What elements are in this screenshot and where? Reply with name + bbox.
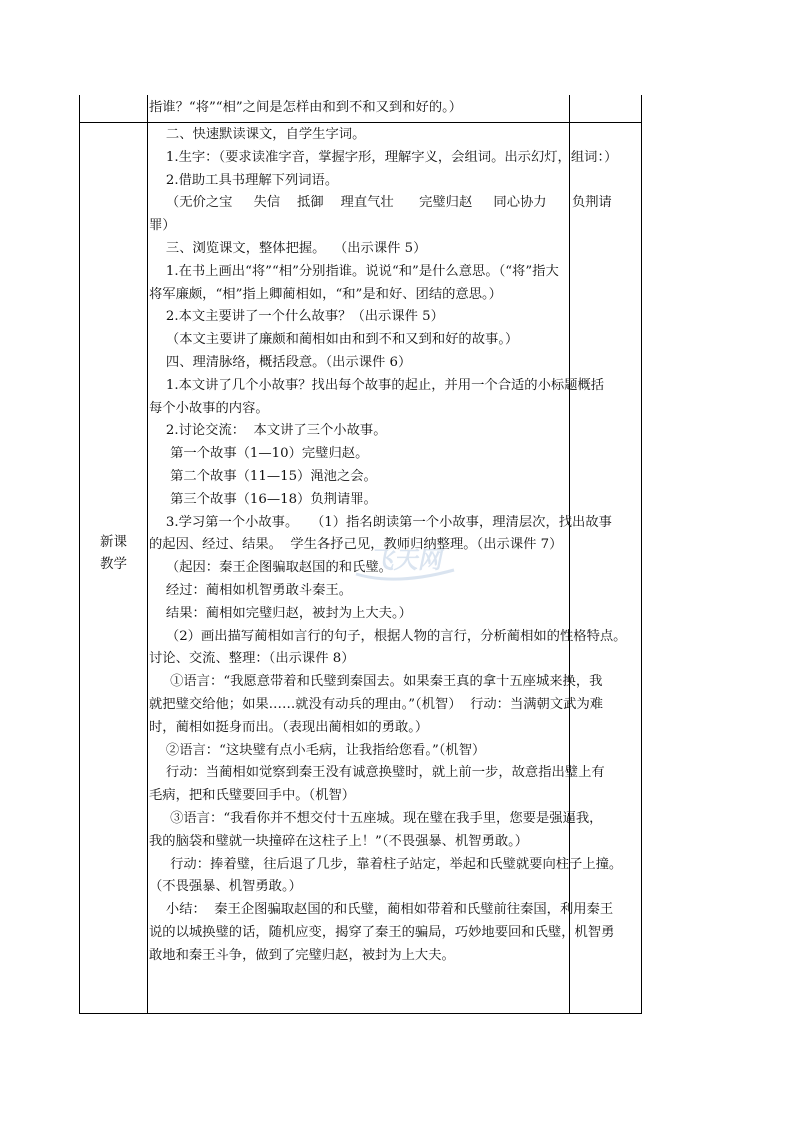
content-line: 时，蔺相如挺身而出。（表现出蔺相如的勇敢。） <box>149 719 429 735</box>
section-label-line-1: 新课 <box>100 534 127 550</box>
content-line: 结果：蔺相如完璧归赵，被封为上大夫。） <box>149 605 412 621</box>
content-line: 第一个故事（1—10）完璧归赵。 <box>149 446 369 462</box>
content-line: 小结： 秦王企图骗取赵国的和氏璧，蔺相如带着和氏璧前往秦国，利用秦王 <box>149 902 614 918</box>
content-line: 经过：蔺相如机智勇敢斗秦王。 <box>149 582 353 598</box>
content-line: 敢地和秦王斗争，做到了完璧归赵，被封为上大夫。 <box>149 947 455 963</box>
content-line: （本文主要讲了廉颇和蔺相如由和到不和又到和好的故事。） <box>149 332 519 348</box>
content-line: （不畏强暴、机智勇敢。） <box>149 879 302 895</box>
content-line: 每个小故事的内容。 <box>149 400 269 416</box>
content-line: ②语言：“这块璧有点小毛病，让我指给您看。”（机智） <box>149 742 486 758</box>
content-line: 四、理清脉络，概括段意。（出示课件 6） <box>149 354 412 370</box>
content-line: 行动：捧着璧，往后退了几步，靠着柱子站定，举起和氏璧就要向柱子上撞。 <box>149 856 623 872</box>
content-line: 罪） <box>149 218 176 234</box>
content-line: 说的以城换璧的话，随机应变，揭穿了秦王的骗局，巧妙地要回和氏璧，机智勇 <box>149 924 615 940</box>
watermark-logo <box>336 538 466 598</box>
content-line: 我的脑袋和璧就一块撞碎在这柱子上！”（不畏强暴、机智勇敢。） <box>149 833 529 849</box>
content-line: ①语言：“我愿意带着和氏璧到秦国去。如果秦王真的拿十五座城来换，我 <box>149 674 603 690</box>
content-line: 2.本文主要讲了一个什么故事？（出示课件 5） <box>149 309 444 325</box>
content-line: 1.本文讲了几个小故事？找出每个故事的起止，并用一个合适的小标题概括 <box>149 377 605 393</box>
content-line: 1.生字：（要求读准字音，掌握字形，理解字义，会组词。出示幻灯，组词：） <box>149 149 618 165</box>
content-line: 1.在书上画出“将”“相”分别指谁。说说“和”是什么意思。（“将”指大 <box>149 263 559 279</box>
content-line: 第三个故事（16—18）负荆请罪。 <box>149 491 377 507</box>
content-line: 讨论、交流、整理：（出示课件 8） <box>149 651 355 667</box>
content-line: （起因：秦王企图骗取赵国的和氏璧。 <box>149 560 392 576</box>
content-line: 2.讨论交流： 本文讲了三个小故事。 <box>149 423 387 439</box>
section-label <box>80 531 147 575</box>
content-line: 3.学习第一个小故事。 （1）指名朗读第一个小故事，理清层次，找出故事 <box>149 514 612 530</box>
section-label-line-2: 教学 <box>100 556 127 572</box>
content-line: 二、快速默读课文，自学生字词。 <box>149 127 366 142</box>
row-divider <box>80 122 641 123</box>
content-line: （无价之宝 失信 抵御 理直气壮 完璧归赵 同心协力 负荆请 <box>149 195 612 211</box>
content-line: ③语言：“我看你并不想交付十五座城。现在璧在我手里，您要是强逼我， <box>149 810 603 826</box>
content-line: 2.借助工具书理解下列词语。 <box>149 172 339 188</box>
content-line: 三、浏览课文，整体把握。 （出示课件 5） <box>149 240 427 256</box>
top-row-text: 指谁？“将”“相”之间是怎样由和到不和又到和好的。） <box>149 100 463 115</box>
content-line: 的起因、经过、结果。 学生各抒己见，教师归纳整理。（出示课件 7） <box>149 537 563 553</box>
column-divider-left <box>147 95 148 1013</box>
content-line: 毛病，把和氏璧要回手中。（机智） <box>149 788 356 804</box>
content-line: 将军廉颇，“相”指上卿蔺相如，“和”是和好、团结的意思。） <box>149 286 502 302</box>
svg-text:飞天网: 飞天网 <box>368 545 447 574</box>
content-line: 第二个故事（11—15）渑池之会。 <box>149 468 377 484</box>
column-divider-right <box>569 95 570 1013</box>
content-line: （2）画出描写蔺相如言行的句子，根据人物的言行，分析蔺相如的性格特点。 <box>149 628 627 644</box>
content-line: 就把璧交给他；如果……就没有动兵的理由。”（机智） 行动：当满朝文武为难 <box>149 696 604 712</box>
content-line: 行动：当蔺相如觉察到秦王没有诚意换璧时，就上前一步，故意指出璧上有 <box>149 765 605 781</box>
